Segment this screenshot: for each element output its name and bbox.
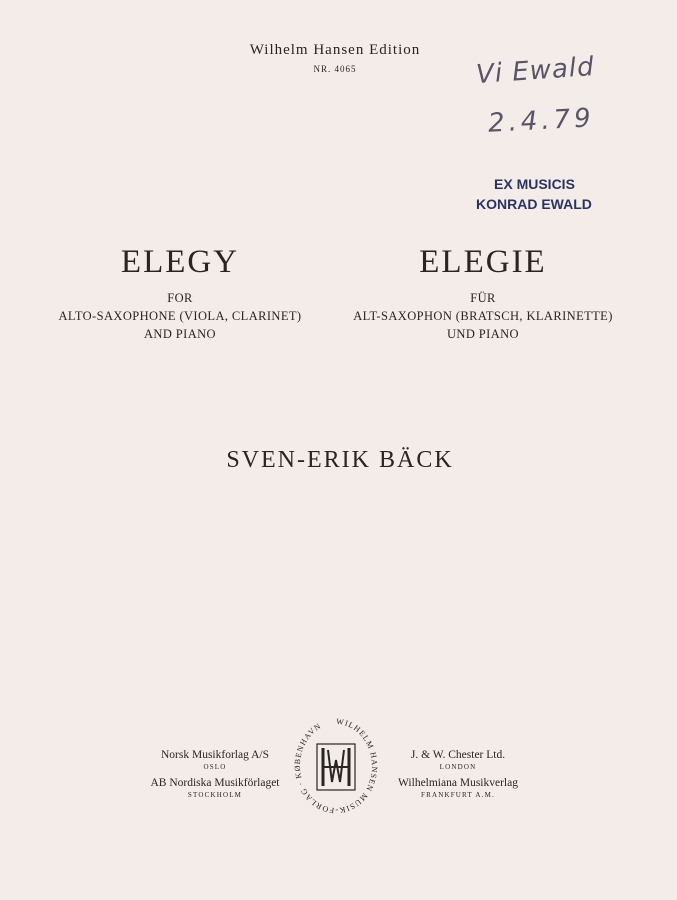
publisher-city: FRANKFURT A.M. <box>420 791 496 799</box>
publisher-city: LONDON <box>439 763 477 771</box>
publishers-right <box>358 748 558 800</box>
title-german: ELEGIE <box>419 244 547 280</box>
subtitle-german <box>330 289 636 343</box>
subtitle-german-line: ALT-SAXOPHON (BRATSCH, KLARINETTE) <box>353 309 613 323</box>
publisher-name: AB Nordiska Musikförlaget <box>150 777 280 789</box>
ownership-stamp-line-1: EX MUSICIS <box>494 176 575 192</box>
title-english: ELEGY <box>120 244 240 280</box>
subtitle-english-line: AND PIANO <box>143 327 216 341</box>
subtitle-german-line: FÜR <box>470 291 496 305</box>
publisher-name: J. & W. Chester Ltd. <box>410 749 506 761</box>
publisher-city: STOCKHOLM <box>187 791 243 799</box>
composer-name: SVEN-ERIK BÄCK <box>226 447 454 473</box>
publisher-name: Norsk Musikforlag A/S <box>161 749 269 761</box>
handwritten-date: 2.4.79 <box>487 103 596 139</box>
subtitle-german-line: UND PIANO <box>446 327 519 341</box>
subtitle-english-line: ALTO-SAXOPHONE (VIOLA, CLARINET) <box>58 309 302 323</box>
edition-name: Wilhelm Hansen Edition <box>249 42 421 58</box>
publisher-city: OSLO <box>203 763 227 771</box>
edition-number: NR. 4065 <box>313 64 357 74</box>
publisher-name: Wilhelmiana Musikverlag <box>398 777 518 789</box>
ownership-stamp-line-2: KONRAD EWALD <box>476 196 592 212</box>
subtitle-english-line: FOR <box>167 291 193 305</box>
handwritten-name: Vi Ewald <box>475 51 596 91</box>
subtitle-english <box>30 289 330 343</box>
svg-text:WILHELM HANSEN MUSIK-FORLAG ·: WILHELM HANSEN MUSIK-FORLAG · KØBENHAVN <box>292 716 380 816</box>
publishers-left <box>120 748 310 800</box>
